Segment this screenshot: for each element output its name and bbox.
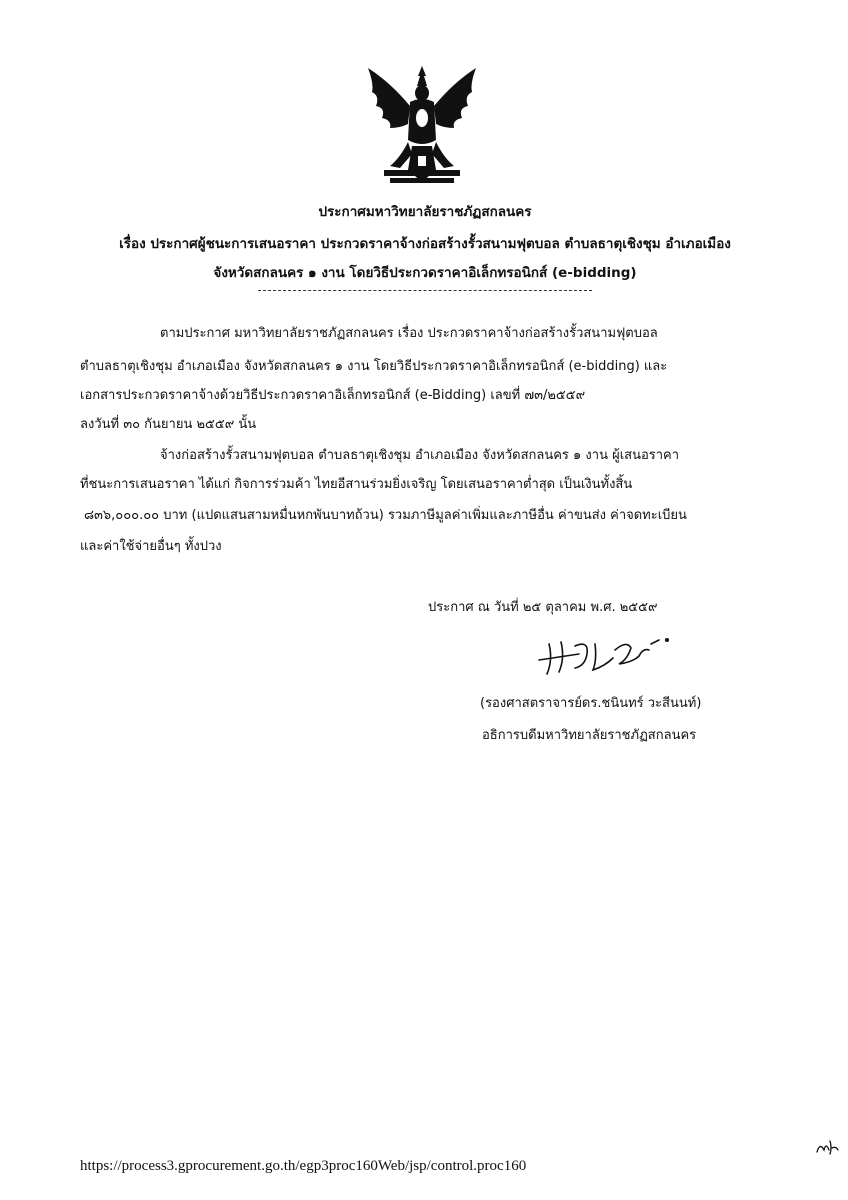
p2-line-4: และค่าใช้จ่ายอื่นๆ ทั้งปวง — [80, 539, 222, 554]
p1-line-3: เอกสารประกวดราคาจ้างด้วยวิธีประกวดราคาอิเล็กทรอนิกส์ (e-Bidding) เลขที่ ๗๓/๒๕๕๙ — [80, 388, 586, 403]
announcement-subject-line-2: จังหวัดสกลนคร ๑ งาน โดยวิธีประกวดราคาอิเล็กทรอนิกส์ (e-bidding) — [213, 265, 637, 281]
p1-line-4: ลงวันที่ ๓๐ กันยายน ๒๕๕๙ นั้น — [80, 417, 257, 432]
announcement-date: ประกาศ ณ วันที่ ๒๕ ตุลาคม พ.ศ. ๒๕๕๙ — [428, 600, 658, 615]
handwritten-signature-icon — [535, 630, 680, 680]
garuda-emblem-icon — [360, 62, 484, 190]
announcement-subject-line-1: เรื่อง ประกาศผู้ชนะการเสนอราคา ประกวดราคาจ้างก่อสร้างรั้วสนามฟุตบอล ตำบลธาตุเชิงชุม อำเภอเมือง — [119, 236, 731, 252]
p2-line-2: ที่ชนะการเสนอราคา ได้แก่ กิจการร่วมค้า ไทยอีสานร่วมยิ่งเจริญ โดยเสนอราคาต่ำสุด เป็นเงินทั้งสิ้น — [80, 477, 633, 492]
signer-title: อธิการบดีมหาวิทยาลัยราชภัฏสกลนคร — [482, 728, 697, 743]
p2-line-1: จ้างก่อสร้างรั้วสนามฟุตบอล ตำบลธาตุเชิงชุม อำเภอเมือง จังหวัดสกลนคร ๑ งาน ผู้เสนอราคา — [160, 448, 680, 463]
p2-line-3: ๘๓๖,๐๐๐.๐๐ บาท (แปดแสนสามหมื่นหกพันบาทถ้วน) รวมภาษีมูลค่าเพิ่มและภาษีอื่น ค่าขนส่ง ค่าจดทะเบียน — [84, 508, 687, 523]
signer-name: (รองศาสตราจารย์ดร.ชนินทร์ วะสีนนท์) — [480, 696, 702, 711]
p1-line-1: ตามประกาศ มหาวิทยาลัยราชภัฏสกลนคร เรื่อง ประกวดราคาจ้างก่อสร้างรั้วสนามฟุตบอล — [160, 326, 658, 341]
source-url: https://process3.gprocurement.go.th/egp3proc160Web/jsp/control.proc160 — [80, 1158, 527, 1174]
handwritten-initials-icon — [814, 1138, 840, 1156]
announcement-org-title: ประกาศมหาวิทยาลัยราชภัฏสกลนคร — [318, 204, 532, 220]
title-divider — [258, 290, 592, 291]
p1-line-2: ตำบลธาตุเชิงชุม อำเภอเมือง จังหวัดสกลนคร ๑ งาน โดยวิธีประกวดราคาอิเล็กทรอนิกส์ (e-bidding) และ — [80, 359, 668, 374]
